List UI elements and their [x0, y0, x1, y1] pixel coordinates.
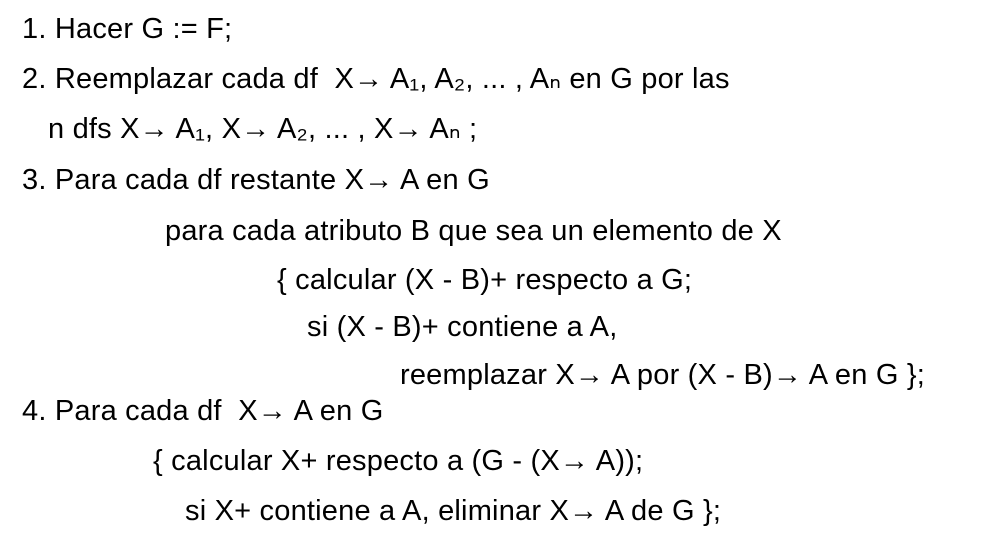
algorithm-line-1: 1. Hacer G := F; [22, 13, 233, 45]
algorithm-line-4: 3. Para cada df restante X→ A en G [22, 164, 490, 196]
algorithm-line-7: si (X - B)+ contiene a A, [307, 311, 618, 343]
algorithm-line-9: 4. Para cada df X→ A en G [22, 395, 384, 427]
algorithm-line-6: { calcular (X - B)+ respecto a G; [277, 264, 693, 296]
algorithm-line-10: { calcular X+ respecto a (G - (X→ A)); [153, 445, 644, 477]
algorithm-line-11: si X+ contiene a A, eliminar X→ A de G }; [185, 495, 722, 527]
algorithm-line-8: reemplazar X→ A por (X - B)→ A en G }; [400, 359, 925, 391]
algorithm-line-2: 2. Reemplazar cada df X→ A₁, A₂, ... , Aₙ en G por las [22, 63, 730, 95]
algorithm-line-5: para cada atributo B que sea un elemento de X [165, 215, 782, 247]
algorithm-line-3: n dfs X→ A₁, X→ A₂, ... , X→ Aₙ ; [48, 113, 478, 145]
